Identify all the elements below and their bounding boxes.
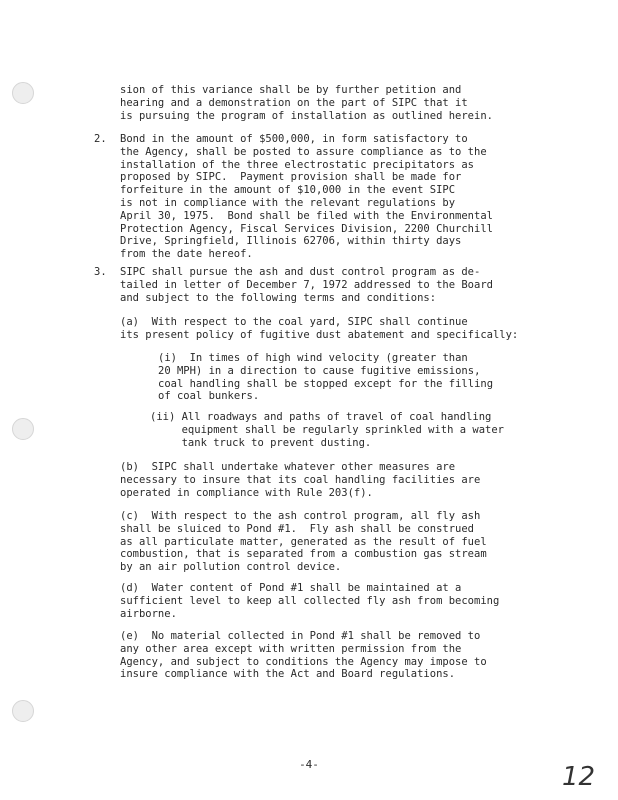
subsection-a-ii: (ii) All roadways and paths of travel of coal handling equipment shall be regularly sprinkled with a water tank truck to prevent dusting. <box>150 411 505 449</box>
subsection-b: (b) SIPC shall undertake whatever other measures are necessary to insure that its coal handling facilities are operated in compliance with Rule 203(f). <box>120 461 481 499</box>
subsection-c: (c) With respect to the ash control program, all fly ash shall be sluiced to Pond #1. Fly ash shall be construed as all particulate matter, generated as the result of fuel combustion, that is separated from a combustion gas stream by an air pollution control device. <box>120 510 487 574</box>
item-3-text: SIPC shall pursue the ash and dust control program as de- tailed in letter of December 7, 1972 addressed to the Board and subject to the following terms and conditions: <box>120 266 493 304</box>
handwritten-mark: 12 <box>562 762 596 792</box>
item-2-text: Bond in the amount of $500,000, in form satisfactory to the Agency, shall be posted to assure compliance as to the installation of the three electrostatic precipitators as proposed by SIPC. Payment provision shall be made for forfeiture in the amount of $10,000 in the event SIPC is not in compliance with the relevant regulations by April 30, 1975. Bond shall be filed with the Environmental Protection Agency, Fiscal Services Division, 2200 Churchill Drive, Springfield, Illinois 62706, within thirty days from the date hereof. <box>120 133 493 261</box>
item-3-number: 3. <box>94 266 107 278</box>
punch-hole <box>12 82 34 104</box>
subsection-d: (d) Water content of Pond #1 shall be maintained at a sufficient level to keep all collected fly ash from becoming airborne. <box>120 582 500 620</box>
punch-hole <box>12 700 34 722</box>
subsection-e: (e) No material collected in Pond #1 shall be removed to any other area except with written permission from the Agency, and subject to conditions the Agency may impose to insure compliance with the Act and Board regulations. <box>120 630 487 681</box>
subsection-a-i: (i) In times of high wind velocity (greater than 20 MPH) in a direction to cause fugitive emissions, coal handling shall be stopped except for the filling of coal bunkers. <box>158 352 494 403</box>
intro-paragraph: sion of this variance shall be by further petition and hearing and a demonstration on the part of SIPC that it is pursuing the program of installation as outlined herein. <box>120 84 493 122</box>
subsection-a: (a) With respect to the coal yard, SIPC shall continue its present policy of fugitive dust abatement and specifically: <box>120 316 519 341</box>
punch-hole <box>12 418 34 440</box>
item-2-number: 2. <box>94 133 107 145</box>
page-number: -4- <box>299 758 319 771</box>
